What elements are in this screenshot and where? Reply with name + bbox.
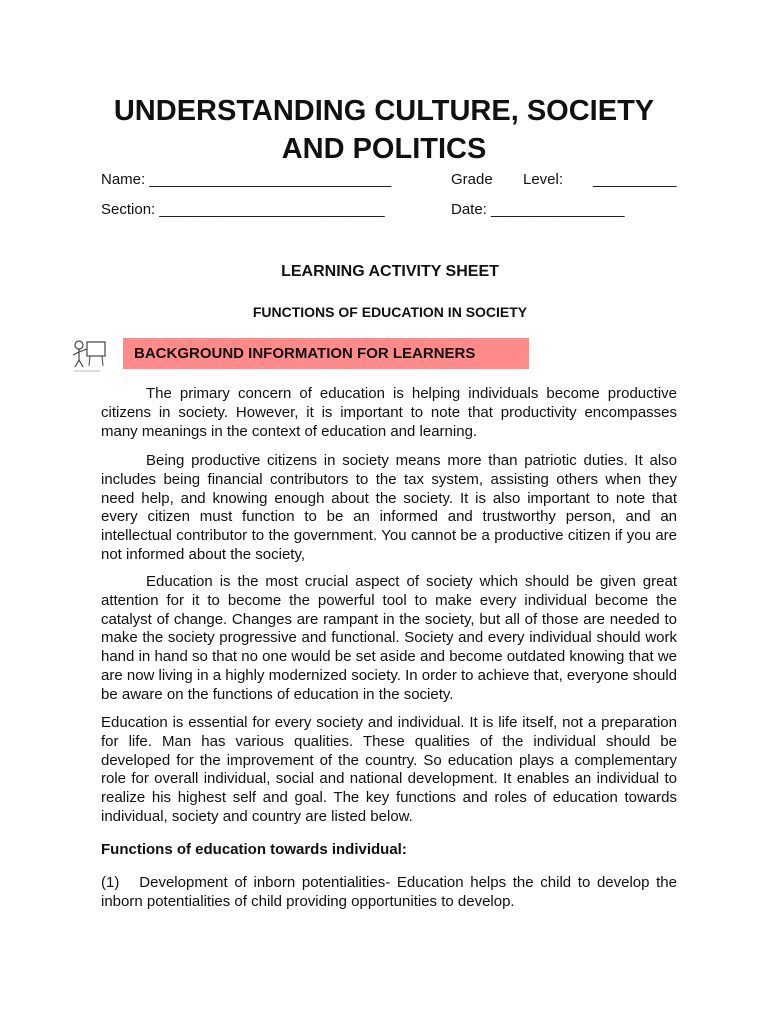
list-item: (1) Development of inborn potentialities- Education helps the child to develop the inborn potentialities of child providing opportunities to develop.: [101, 874, 682, 910]
sheet-title: LEARNING ACTIVITY SHEET: [281, 263, 499, 280]
subheading: Functions of education towards individual:: [101, 841, 407, 858]
section-field: Section: ___________________________: [101, 201, 385, 218]
name-field: Name: _____________________________: [101, 171, 392, 188]
paragraph-4: Education is essential for every society and individual. It is life itself, not a preparation for life. Man has various qualities. These qualities of the individual should be developed for the improvement of the country. So education plays a complementary role for overall individual, social and national development. It enables an individual to realize his highest self and goal. The key functions and roles of education towards individual, society and country are listed below.: [101, 714, 677, 825]
topic-title: FUNCTIONS OF EDUCATION IN SOCIETY: [252, 304, 528, 320]
level-label: Level:: [523, 171, 564, 188]
background-banner: [70, 336, 530, 370]
document-title: UNDERSTANDING CULTURE, SOCIETY AND POLITICS: [113, 95, 655, 165]
banner-label: BACKGROUND INFORMATION FOR LEARNERS: [123, 338, 529, 369]
paragraph-1: The primary concern of education is helping individuals become productive citizens in society. However, it is important to note that productivity encompasses many meanings in the context of education and learning.: [101, 385, 677, 440]
date-field: Date: ________________: [451, 201, 625, 218]
level-blank: __________: [593, 171, 677, 188]
paragraph-3: Education is the most crucial aspect of society which should be given great attention for it to become the powerful tool to make every individual become the catalyst of change. Changes are rampant in the society, but all of those are needed to make the society progressive and functional. Society and every individual should work hand in hand so that no one would be set aside and become outdated knowing that we are now living in a highly modernized society. In order to achieve that, everyone should be aware on the functions of education in the society.: [101, 573, 677, 703]
paragraph-2: Being productive citizens in society means more than patriotic duties. It also includes being financial contributors to the tax system, assisting others when they need help, and knowing enough about the society. It is also important to note that every citizen must function to be an informed and trustworthy person, and an intellectual contributor to the government. You cannot be a productive citizen if you are not informed about the society,: [101, 452, 677, 563]
grade-label: Grade: [451, 171, 493, 188]
teacher-board-icon: [70, 336, 110, 374]
